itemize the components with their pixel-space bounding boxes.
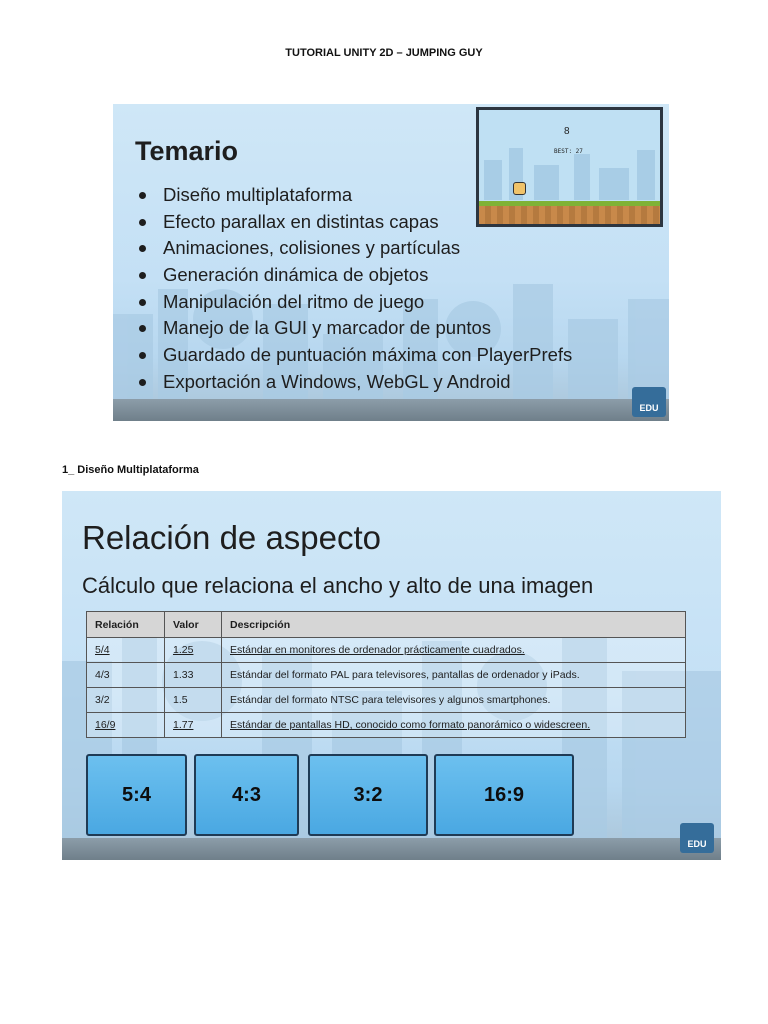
slide-relacion-aspecto: [62, 491, 721, 860]
description-cell[interactable]: Estándar de pantallas HD, conocido como formato panorámico o widescreen.: [222, 713, 686, 738]
table-row: [87, 638, 686, 663]
bullet-icon: [139, 219, 146, 226]
value-cell[interactable]: 1.77: [165, 713, 222, 738]
game-screenshot: [476, 107, 663, 227]
topic-item: Diseño multiplataforma: [135, 182, 572, 209]
topic-item: Manipulación del ritmo de juego: [135, 289, 572, 316]
bullet-icon: [139, 245, 146, 252]
table-row: [87, 713, 686, 738]
description-cell: Estándar del formato PAL para televisores, pantallas de ordenador y iPads.: [222, 663, 686, 688]
bullet-icon: [139, 272, 146, 279]
ratio-cell: 4/3: [87, 663, 165, 688]
column-header: Descripción: [222, 612, 686, 638]
topic-item: Generación dinámica de objetos: [135, 262, 572, 289]
best-score-label: BEST: 27: [554, 148, 583, 155]
description-cell[interactable]: Estándar en monitores de ordenador prácticamente cuadrados.: [222, 638, 686, 663]
table-header-row: [87, 612, 686, 638]
slide-title: Relación de aspecto: [82, 519, 382, 556]
slide-footer: [113, 399, 669, 421]
bullet-icon: [139, 325, 146, 332]
table-row: [87, 663, 686, 688]
slide-subtitle: Cálculo que relaciona el ancho y alto de una imagen: [82, 573, 594, 598]
value-cell: 1.33: [165, 663, 222, 688]
bullet-icon: [139, 379, 146, 386]
bullet-icon: [139, 352, 146, 359]
value-cell[interactable]: 1.25: [165, 638, 222, 663]
slide-temario: [113, 104, 669, 421]
bullet-icon: [139, 192, 146, 199]
column-header: Relación: [87, 612, 165, 638]
topic-item: Animaciones, colisiones y partículas: [135, 235, 572, 262]
ratio-cell[interactable]: 16/9: [87, 713, 165, 738]
bullet-icon: [139, 299, 146, 306]
ratio-4-3-button[interactable]: 4:3: [194, 754, 299, 836]
ratio-cell[interactable]: 5/4: [87, 638, 165, 663]
section-heading: 1_ Diseño Multiplataforma: [62, 464, 199, 476]
slide-title: Temario: [135, 136, 239, 166]
player-character-icon: [513, 182, 526, 195]
topic-item: Manejo de la GUI y marcador de puntos: [135, 315, 572, 342]
column-header: Valor: [165, 612, 222, 638]
table-row: [87, 688, 686, 713]
slide-footer: [62, 838, 721, 860]
ratio-16-9-button[interactable]: 16:9: [434, 754, 574, 836]
ratio-3-2-button[interactable]: 3:2: [308, 754, 428, 836]
description-cell: Estándar del formato NTSC para televisores y algunos smartphones.: [222, 688, 686, 713]
score-counter: 8: [564, 126, 570, 137]
game-ground: [479, 201, 660, 224]
edu-logo-icon: EDU: [632, 387, 666, 417]
ratio-cell: 3/2: [87, 688, 165, 713]
ratio-5-4-button[interactable]: 5:4: [86, 754, 187, 836]
topic-item: Guardado de puntuación máxima con PlayerPrefs: [135, 342, 572, 369]
topic-item: Exportación a Windows, WebGL y Android: [135, 369, 572, 396]
aspect-ratio-table: [86, 611, 686, 738]
document-title: TUTORIAL UNITY 2D – JUMPING GUY: [285, 47, 483, 59]
topic-item: Efecto parallax en distintas capas: [135, 209, 572, 236]
edu-logo-icon: EDU: [680, 823, 714, 853]
value-cell: 1.5: [165, 688, 222, 713]
